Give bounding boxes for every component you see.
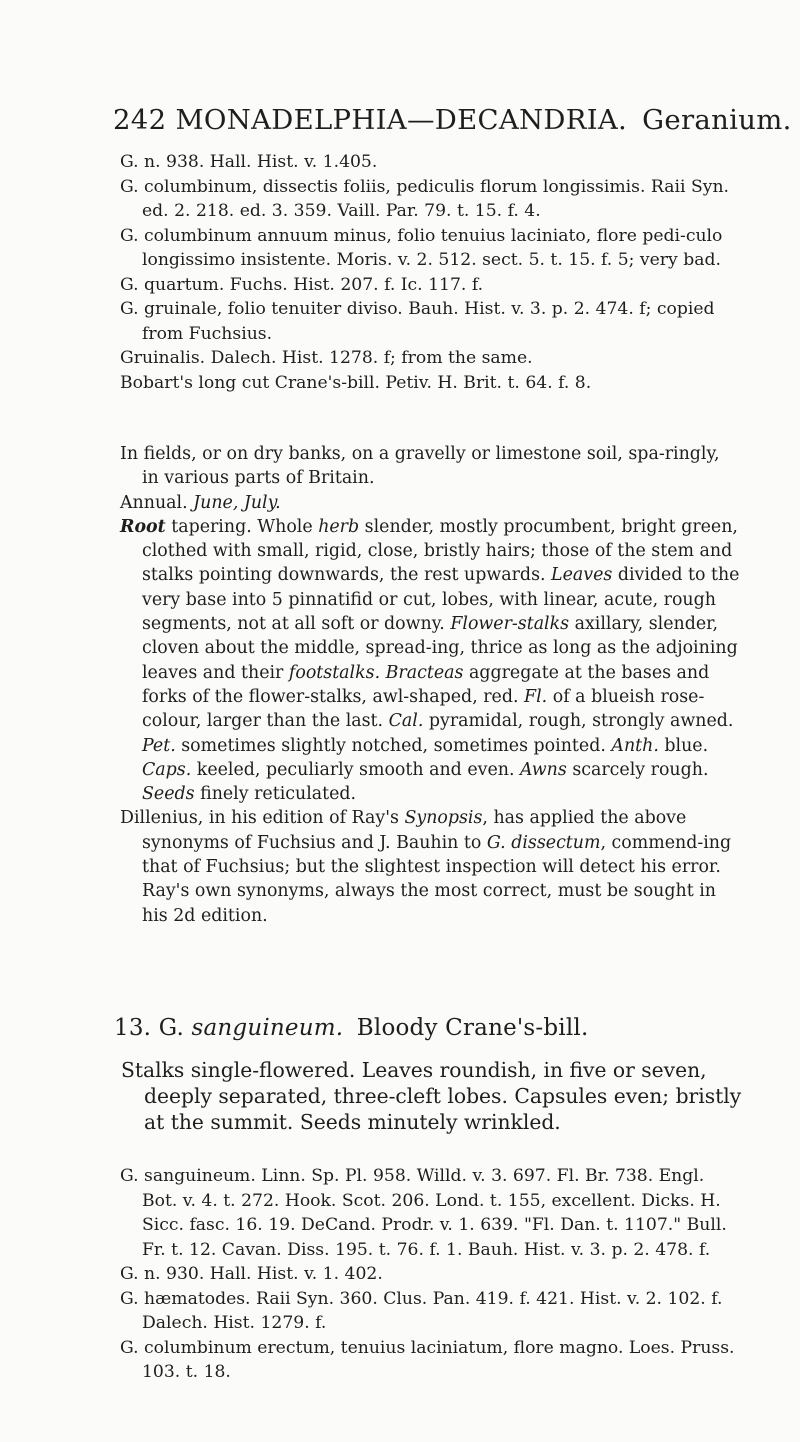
term-awns: Awns	[520, 759, 567, 780]
synonym-line: G. n. 938. Hall. Hist. v. 1.405.	[120, 152, 378, 172]
synonym-line: G. sanguineum. Linn. Sp. Pl. 958. Willd. v. 3. 697. Fl. Br. 738. Engl. Bot. v. 4. t. 272. Hook. Scot. 206. Lond. t. 155, excellent. Dicks. H. Sicc. fasc. 16. 19. DeCand. Prodr. v. 1. 639. "Fl. Dan. t. 1107." Bull. Fr. t. 12. Cavan. Diss. 195. t. 76. f. 1. Bauh. Hist. v. 3. p. 2. 478. f.	[120, 1166, 727, 1260]
term-bracteas: Bracteas	[385, 662, 464, 683]
text-bracteas: aggregate at the bases and forks of the flower-stalks, awl-shaped, red.	[142, 662, 710, 707]
species-name: sanguineum.	[191, 1015, 344, 1041]
term-footstalks: footstalks.	[288, 662, 381, 683]
synonym-line: G. n. 930. Hall. Hist. v. 1. 402.	[120, 1264, 383, 1284]
term-caps: Caps.	[142, 759, 192, 780]
species-diagnosis: Stalks single-flowered. Leaves roundish, in five or seven, deeply separated, three-cleft lobes. Capsules even; bristly at the summit. Seeds minutely wrinkled.	[121, 1058, 742, 1134]
note-synopsis: Synopsis	[404, 808, 483, 829]
text-seeds: finely reticulated.	[194, 784, 357, 805]
synonym-list-bottom	[120, 1164, 740, 1385]
synonym-line: Gruinalis. Dalech. Hist. 1278. f; from the same.	[120, 348, 533, 368]
duration	[120, 491, 740, 515]
term-cal: Cal.	[388, 711, 424, 732]
text-fl: of a blueish rose-colour, larger than the last.	[142, 686, 705, 732]
note-text: , commend-ing that of Fuchsius; but the slightest inspection will detect his error. Ray's own synonyms, always the most correct, must be sought in his 2d edition.	[142, 832, 732, 926]
term-flower-stalks: Flower-stalks	[450, 614, 570, 635]
term-fl: Fl.	[524, 686, 548, 707]
note-dissectum: G. dissectum	[486, 832, 601, 853]
class-title: MONADELPHIA—DECANDRIA.	[175, 104, 628, 136]
term-seeds: Seeds	[142, 784, 195, 805]
text-anth: blue.	[658, 735, 709, 756]
synonym-line: G. columbinum annuum minus, folio tenuius laciniato, flore pedi-culo longissimo insistente. Moris. v. 2. 512. sect. 5. t. 15. f. 5; very bad.	[120, 225, 723, 270]
text-flower-stalks: axillary, slender, cloven about the middle, spread-ing, thrice as long as the adjoining leaves and their	[142, 614, 738, 683]
page-number: 242	[113, 104, 167, 136]
text-leaves: divided to the very base into 5 pinnatifid or cut, lobes, with linear, acute, rough segments, not at all soft or downy.	[142, 565, 740, 635]
term-leaves: Leaves	[551, 565, 613, 586]
synonym-list-top	[120, 150, 740, 395]
term-anth: Anth.	[611, 735, 659, 756]
species-heading	[114, 1015, 734, 1041]
description-block	[120, 442, 740, 928]
term-pet: Pet.	[142, 735, 176, 756]
term-herb: herb	[318, 516, 360, 537]
synonym-line: G. hæmatodes. Raii Syn. 360. Clus. Pan. 419. f. 421. Hist. v. 2. 102. f. Dalech. Hist. 1279. f.	[120, 1288, 723, 1333]
species-number: 13.	[114, 1015, 152, 1041]
synonym-line: G. quartum. Fuchs. Hist. 207. f. Ic. 117. f.	[120, 274, 484, 295]
running-header	[113, 104, 792, 136]
note-text: Dillenius, in his edition of Ray's	[120, 808, 405, 829]
term-root: Root	[120, 516, 166, 537]
text-herb: slender, mostly procumbent, bright green, clothed with small, rigid, close, bristly hairs; those of the stem and stalks pointing downwards, the rest upwards.	[142, 516, 738, 586]
common-name: Bloody Crane's-bill.	[356, 1015, 589, 1041]
flowering-months: June, July.	[193, 492, 281, 513]
text-cal: pyramidal, rough, strongly awned.	[423, 711, 734, 732]
synonym-line: G. columbinum, dissectis foliis, pediculis florum longissimis. Raii Syn. ed. 2. 218. ed. 3. 359. Vaill. Par. 79. t. 15. f. 4.	[120, 176, 729, 221]
text-caps: keeled, peculiarly smooth and even.	[191, 759, 521, 780]
note-text: , has applied the above synonyms of Fuchsius and J. Bauhin to	[142, 808, 687, 853]
text-awns: scarcely rough.	[566, 759, 709, 780]
genus-title: Geranium.	[642, 104, 792, 136]
morphology-paragraph	[120, 515, 740, 807]
genus-abbr: G.	[158, 1015, 184, 1041]
habitat: In fields, or on dry banks, on a gravelly or limestone soil, spa-ringly, in various parts of Britain.	[120, 444, 720, 489]
synonym-line: G. gruinale, folio tenuiter diviso. Bauh. Hist. v. 3. p. 2. 474. f; copied from Fuchsius.	[120, 299, 715, 344]
text-root: tapering. Whole	[165, 516, 319, 537]
synonym-line: Bobart's long cut Crane's-bill. Petiv. H. Brit. t. 64. f. 8.	[120, 372, 592, 393]
duration-label: Annual.	[120, 492, 188, 513]
synonym-line: G. columbinum erectum, tenuius laciniatum, flore magno. Loes. Pruss. 103. t. 18.	[120, 1337, 735, 1382]
text-pet: sometimes slightly notched, sometimes pointed.	[175, 735, 612, 756]
critical-note	[120, 806, 740, 927]
